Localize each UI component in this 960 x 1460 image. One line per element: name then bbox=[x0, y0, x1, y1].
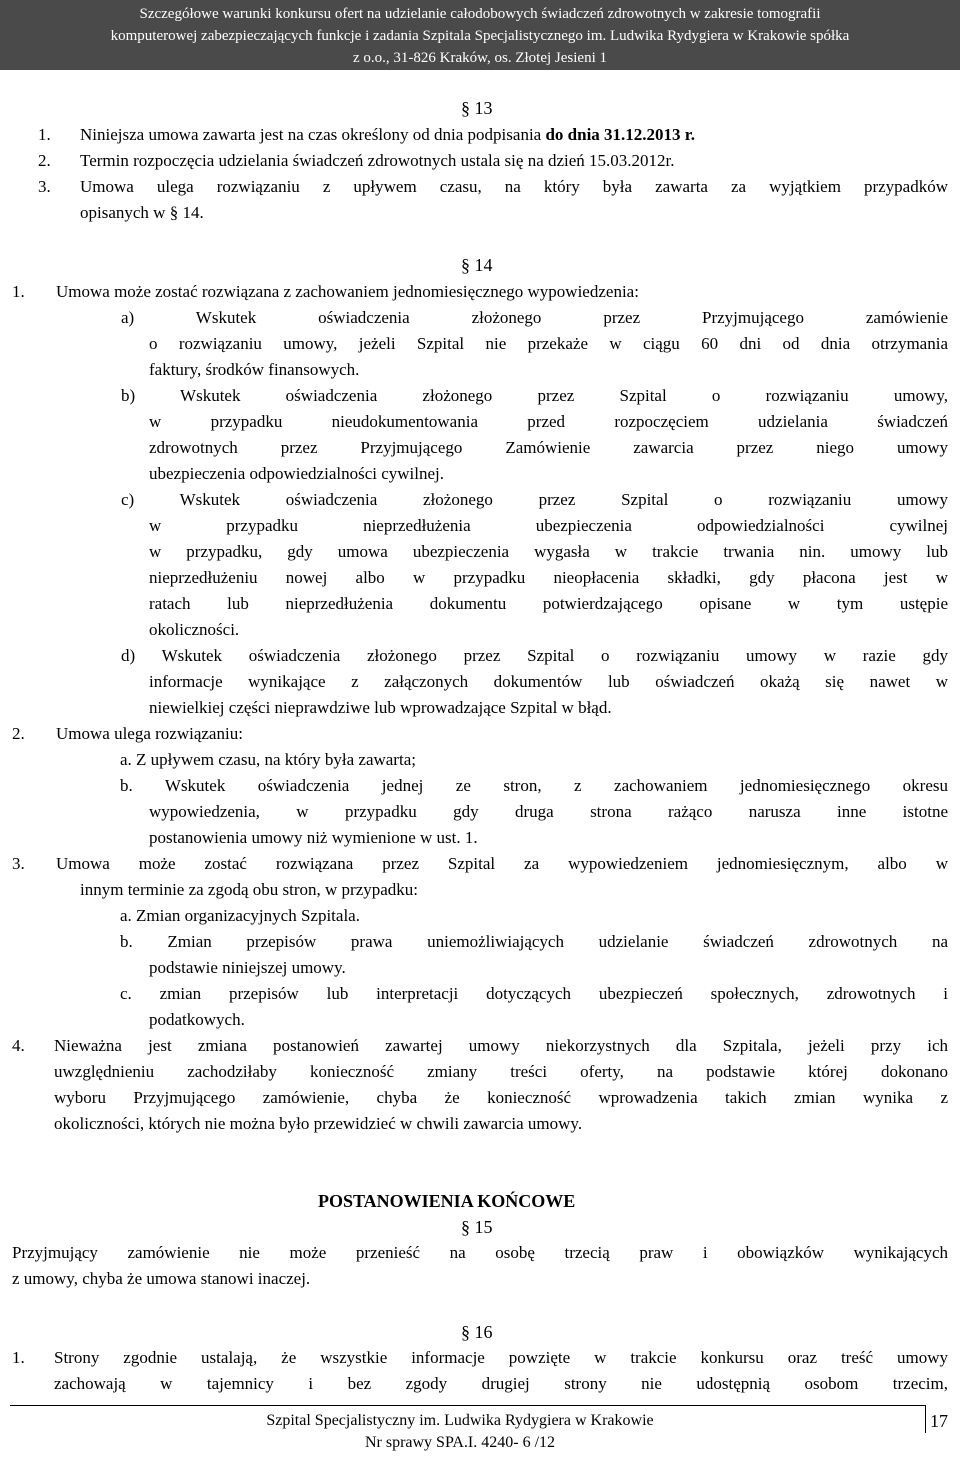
s13-item1-num: 1. bbox=[38, 125, 51, 144]
section-13-title: § 13 bbox=[461, 98, 493, 118]
s14-p1-num: 1. bbox=[12, 282, 25, 301]
s13-item3-num: 3. bbox=[38, 177, 51, 196]
s14-p3-b-line2: podstawie niniejszej umowy. bbox=[149, 958, 346, 977]
s13-item1-text: Niniejsza umowa zawarta jest na czas określony od dnia podpisania bbox=[80, 125, 542, 144]
s14-c-line3: w przypadku, gdy umowa ubezpieczenia wygasła w trakcie trwania nin. umowy lub bbox=[149, 542, 948, 561]
s13-item2-text: Termin rozpoczęcia udzielania świadczeń zdrowotnych ustala się na dzień 15.03.2012r. bbox=[80, 151, 675, 170]
s14-c-line2: w przypadku nieprzedłużenia ubezpieczenia odpowiedzialności cywilnej bbox=[149, 516, 948, 535]
header-line-3: z o.o., 31-826 Kraków, os. Złotej Jesieni 1 bbox=[353, 50, 607, 66]
footer-line-2: Nr sprawy SPA.I. 4240- 6 /12 bbox=[364, 1434, 556, 1451]
s14-c-line4: nieprzedłużeniu nowej albo w przypadku nieopłacenia składki, gdy płacona jest w bbox=[149, 568, 948, 587]
s14-c-line6: okoliczności. bbox=[149, 620, 240, 639]
s14-p2-num: 2. bbox=[12, 724, 25, 743]
s14-a-line1: a) Wskutek oświadczenia złożonego przez Przyjmującego zamówienie bbox=[121, 308, 948, 327]
page-number: 17 bbox=[930, 1411, 948, 1431]
s13-item3-line2: opisanych w § 14. bbox=[80, 203, 204, 222]
document-header bbox=[0, 0, 960, 70]
footer-page-divider bbox=[925, 1405, 926, 1433]
s14-c-line1: c) Wskutek oświadczenia złożonego przez Szpital o rozwiązaniu umowy bbox=[121, 490, 948, 509]
s15-line1: Przyjmujący zamówienie nie może przenieść na osobę trzecią praw i obowiązków wynikających bbox=[12, 1243, 948, 1262]
header-line-1: Szczegółowe warunki konkursu ofert na udzielanie całodobowych świadczeń zdrowotnych w zakresie tomografii bbox=[139, 6, 821, 22]
s13-item1 bbox=[80, 125, 695, 145]
s14-d-line1: d) Wskutek oświadczenia złożonego przez Szpital o rozwiązaniu umowy w razie gdy bbox=[121, 646, 948, 665]
s14-d-line3: niewielkiej części nieprawdziwe lub wprowadzające Szpital w błąd. bbox=[149, 698, 612, 717]
s14-p2-b-line2: wypowiedzenia, w przypadku gdy druga strona rażąco narusza inne istotne bbox=[149, 802, 948, 821]
section-14-title: § 14 bbox=[461, 255, 493, 275]
section-15-title: § 15 bbox=[461, 1217, 493, 1237]
s14-p2-a: a. Z upływem czasu, na który była zawarta; bbox=[120, 750, 416, 769]
s14-p4-num: 4. bbox=[12, 1036, 25, 1055]
s14-p4-line2: uwzględnieniu zachodziłaby konieczność zmiany treści oferty, na podstawie której dokonano bbox=[54, 1062, 948, 1081]
s15-line2: z umowy, chyba że umowa stanowi inaczej. bbox=[12, 1269, 311, 1288]
s14-p1-text: Umowa może zostać rozwiązana z zachowaniem jednomiesięcznego wypowiedzenia: bbox=[56, 282, 639, 301]
s14-p2-b-line3: postanowienia umowy niż wymienione w ust. 1. bbox=[149, 828, 478, 847]
s14-p3-a: a. Zmian organizacyjnych Szpitala. bbox=[120, 906, 360, 925]
s14-b-line2: w przypadku nieudokumentowania przed rozpoczęciem udzielania świadczeń bbox=[149, 412, 948, 431]
s16-p1-num: 1. bbox=[12, 1348, 25, 1367]
s14-p3-c-line1: c. zmian przepisów lub interpretacji dotyczących ubezpieczeń społecznych, zdrowotnych i bbox=[120, 984, 948, 1003]
s14-p3-num: 3. bbox=[12, 854, 25, 873]
s14-b-line1: b) Wskutek oświadczenia złożonego przez Szpital o rozwiązaniu umowy, bbox=[121, 386, 948, 405]
document-footer bbox=[0, 1410, 920, 1454]
s14-p3-line2: innym terminie za zgodą obu stron, w przypadku: bbox=[80, 880, 419, 899]
footer-divider bbox=[10, 1405, 925, 1406]
s14-p4-line3: wyboru Przyjmującego zamówienie, chyba że konieczność wprowadzenia takich zmian wynika z bbox=[54, 1088, 948, 1107]
s13-item3-line1: Umowa ulega rozwiązaniu z upływem czasu, na który była zawarta za wyjątkiem przypadków bbox=[80, 177, 948, 196]
s14-p2-text: Umowa ulega rozwiązaniu: bbox=[56, 724, 243, 743]
s14-p3-c-line2: podatkowych. bbox=[149, 1010, 245, 1029]
s14-a-line2: o rozwiązaniu umowy, jeżeli Szpital nie przekaże w ciągu 60 dni od dnia otrzymania bbox=[149, 334, 948, 353]
s14-p3-b-line1: b. Zmian przepisów prawa uniemożliwiających udzielanie świadczeń zdrowotnych na bbox=[120, 932, 948, 951]
s13-item1-date: do dnia 31.12.2013 r. bbox=[545, 125, 696, 144]
footer-line-1: Szpital Specjalistyczny im. Ludwika Rydygiera w Krakowie bbox=[266, 1412, 654, 1429]
s14-p4-line4: okoliczności, których nie można było przewidzieć w chwili zawarcia umowy. bbox=[54, 1114, 583, 1133]
s14-p4-line1: Nieważna jest zmiana postanowień zawartej umowy niekorzystnych dla Szpitala, jeżeli przy ich bbox=[54, 1036, 948, 1055]
s14-b-line3: zdrowotnych przez Przyjmującego Zamówienie zawarcia przez niego umowy bbox=[149, 438, 948, 457]
header-line-2: komputerowej zabezpieczających funkcje i zadania Szpitala Specjalistycznego im. Ludwika Rydygiera w Krakowie spółka bbox=[110, 28, 850, 44]
s14-a-line3: faktury, środków finansowych. bbox=[149, 360, 360, 379]
s14-p3-line1: Umowa może zostać rozwiązana przez Szpital za wypowiedzeniem jednomiesięcznym, albo w bbox=[56, 854, 948, 873]
s14-b-line4: ubezpieczenia odpowiedzialności cywilnej. bbox=[149, 464, 445, 483]
s13-item2-num: 2. bbox=[38, 151, 51, 170]
s14-d-line2: informacje wynikające z załączonych dokumentów lub oświadczeń okażą się nawet w bbox=[149, 672, 948, 691]
final-provisions-heading: POSTANOWIENIA KOŃCOWE bbox=[318, 1191, 576, 1211]
s16-p1-line2: zachowają w tajemnicy i bez zgody drugiej strony nie udostępnią osobom trzecim, bbox=[54, 1374, 948, 1393]
s14-p2-b-line1: b. Wskutek oświadczenia jednej ze stron, z zachowaniem jednomiesięcznego okresu bbox=[120, 776, 948, 795]
s16-p1-line1: Strony zgodnie ustalają, że wszystkie informacje powzięte w trakcie konkursu oraz treść umowy bbox=[54, 1348, 948, 1367]
s14-c-line5: ratach lub nieprzedłużenia dokumentu potwierdzającego opisane w tym ustępie bbox=[149, 594, 948, 613]
section-16-title: § 16 bbox=[461, 1322, 493, 1342]
